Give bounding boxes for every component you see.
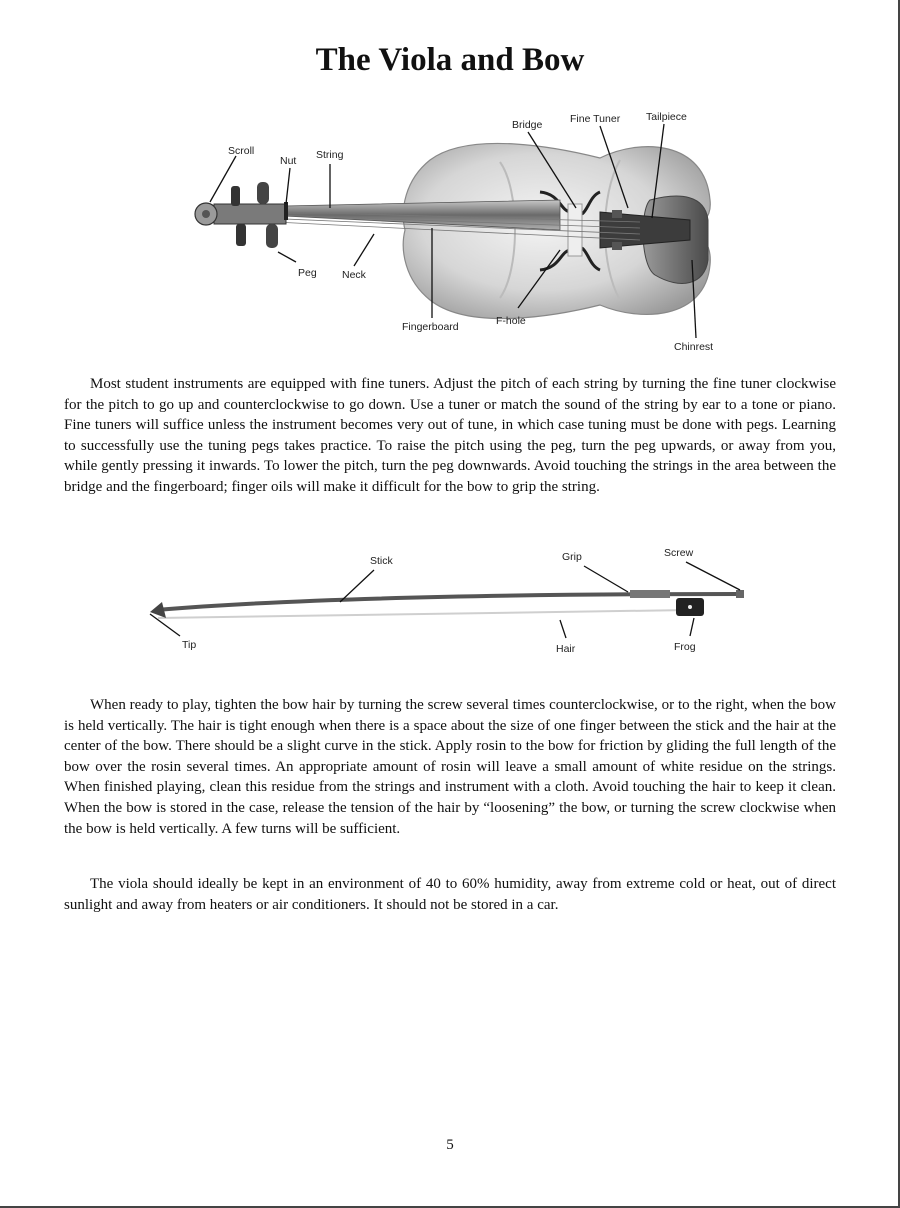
viola-diagram (0, 100, 900, 360)
label-screw: Screw (664, 547, 694, 559)
label-bridge: Bridge (512, 119, 543, 131)
bridge-shape (568, 204, 582, 256)
bow-diagram (0, 540, 900, 660)
label-tailpiece: Tailpiece (646, 111, 687, 123)
label-fine-tuner: Fine Tuner (570, 113, 621, 125)
label-tip: Tip (182, 639, 197, 651)
bow-illustration (0, 540, 900, 660)
label-scroll: Scroll (228, 145, 255, 157)
label-peg: Peg (298, 267, 317, 279)
label-nut: Nut (280, 155, 297, 167)
label-fingerboard: Fingerboard (402, 321, 459, 333)
paragraph-tuning: Most student instruments are equipped with fine tuners. Adjust the pitch of each string by turning the fine tuner clockwise for the pitch to go up and counterclockwise to go down. Use a tuner or match the sound of the string by ear to a tone or piano. Fine tuners will suffice unless the instrument becomes very out of tune, in which case tuning must be done with pegs. Learning to successfully use the tuning pegs takes practice. To raise the pitch using the peg, turn the peg upwards, or away from you, while gently pressing it inwards. To lower the pitch, turn the peg downwards. Avoid touching the strings in the area between the bridge and the fingerboard; finger oils will make it difficult for the bow to grip the string. (64, 376, 836, 495)
label-hair: Hair (556, 643, 576, 655)
label-f-hole: F-hole (496, 315, 526, 327)
paragraph-bow-care: When ready to play, tighten the bow hair by turning the screw several times counterclockwise, or to the right, when the bow is held vertically. The hair is tight enough when there is a space about the size of one finger between the stick and the hair at the center of the bow. There should be a slight curve in the stick. Apply rosin to the bow for friction by gliding the full length of the bow over the rosin several times. An appropriate amount of rosin will leave a small amount of white residue on the strings. When finished playing, clean this residue from the strings and instrument with a cloth. Avoid touching the hair to keep it clean. When the bow is stored in the case, release the tension of the hair by “loosening” the bow, or turning the screw clockwise when the bow is held vertically. A few turns will be sufficient. (64, 697, 836, 837)
page-title: The Viola and Bow (315, 42, 585, 78)
label-frog: Frog (674, 641, 696, 653)
label-string: String (316, 149, 344, 161)
label-grip: Grip (562, 551, 582, 563)
page-number: 5 (446, 1137, 454, 1153)
label-stick: Stick (370, 555, 393, 567)
bow-hair-shape (158, 610, 690, 618)
paragraph-storage: The viola should ideally be kept in an environment of 40 to 60% humidity, away from extreme cold or heat, out of direct sunlight and away from heaters or air conditioners. It should not be stored in a car. (64, 876, 836, 913)
viola-illustration (0, 100, 900, 360)
label-chinrest: Chinrest (674, 341, 714, 353)
label-neck: Neck (342, 269, 366, 281)
